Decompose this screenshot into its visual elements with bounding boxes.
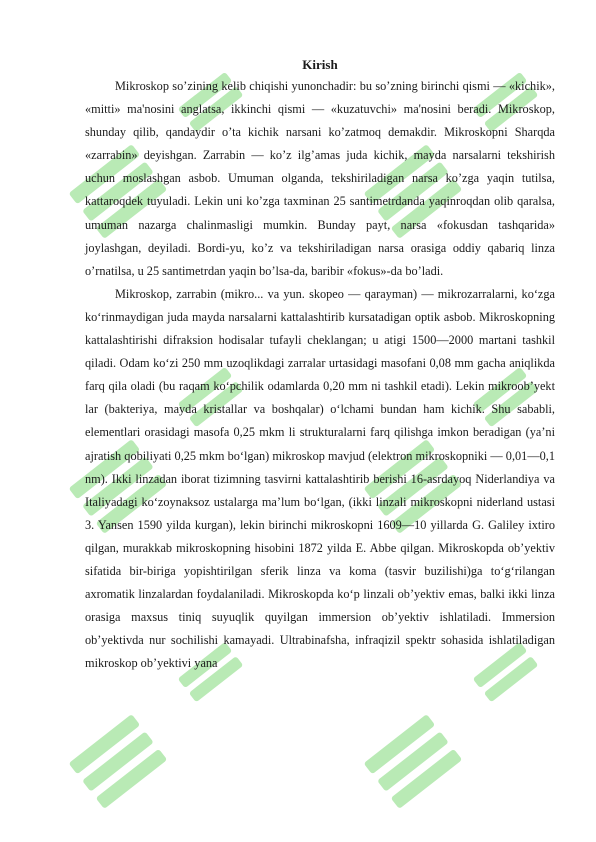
document-page [85,55,555,675]
paragraph-1: Mikroskop so’zining kelib chiqishi yunonchadir: bu so’zning birinchi qismi — «kichik», «mitti» ma'nosini anglatsa, ikkinchi qismi — «kuzatuvchi» ma'nosini beradi. Mikroskop, shunday qilib, qandaydir o’ta kichik narsani ko’zatmoq demakdir. Mikroskopni Sharqda «zarrabin» deyishgan. Zarrabin — ko’z ilg’amas juda kichik, mayda narsalarni tekshirish uchun moslashgan asbob. Umuman olganda, tekshiriladigan narsa ko’zga yaqin tutilsa, kattaroqdek tuyuladi. Lekin uni ko’zga taxminan 25 santimetrdanda yaqinroqdan olib qaralsa, umuman nazarga chalinmasligi mumkin. Bunday payt, narsa «fokusdan tashqarida» joylashgan, deyiladi. Bordi-yu, ko’z va tekshiriladigan narsa orasiga oddiy qabariq linza o’rnatilsa, u 25 santimetrdan yaqin bo’lsa-da, baribir «fokus»-da bo’ladi. [85,79,555,278]
document-title: Kirish [302,57,338,72]
paragraph-2: Mikroskop, zarrabin (mikro... va yun. skopeo — qarayman) — mikrozarralarni, ko‘zga ko‘rinmaydigan juda mayda narsalarni kattalashtirib kursatadigan optik asbob. Mikroskopning kattalashtirishi difraksion hodisalar tufayli cheklangan; u atigi 1500—2000 martani tashkil qiladi. Odam ko‘zi 250 mm uzoqlikdagi zarralar urtasidagi masofani 0,08 mm gacha aniqlikda farq qila oladi (bu raqam ko‘pchilik odamlarda 0,20 mm ni tashkil etadi). Lekin mikroob’yekt lar (bakteriya, mayda kristallar va boshqalar) o‘lchami bundan ham kichik. Shu sababli, elementlari orasidagi masofa 0,25 mkm li strukturalarni farq qilishga imkon beradigan (ya’ni ajratish qobiliyati 0,25 mkm bo‘lgan) mikroskop mavjud (elektron mikroskopniki — 0,01—0,1 nm). Ikki linzadan iborat tizimning tasvirni kattalashtirib berishi 16-asrdayoq Niderlandiya va Italiyadagi ko‘zoynaksoz ustalarga ma’lum bo‘lgan, (ikki linzali mikroskopni niderland ustasi 3. Yansen 1590 yilda kurgan), lekin birinchi mikroskopni 1609—10 yillarda G. Galiley ixtiro qilgan, murakkab mikroskopning hisobini 1872 yilda E. Abbe qilgan. Mikroskopda ob’yektiv sifatida bir-biriga yopishtirilgan sferik linza va koma (tasvir buzilishi)ga to‘g‘rilangan axromatik linzalardan foydalaniladi. Mikroskopda ko‘p linzali ob’yektiv emas, balki ikki linza orasiga maxsus tiniq suyuqlik quyilgan immersion ob’yektiv ishlatiladi. Immersion ob’yektivda nur sochilishi kamayadi. Ultrabinafsha, infraqizil spektr sohasida ishlatiladigan mikroskop ob’yektivi yana [85,286,555,671]
watermark-mark [69,714,168,809]
watermark-mark [364,714,463,809]
